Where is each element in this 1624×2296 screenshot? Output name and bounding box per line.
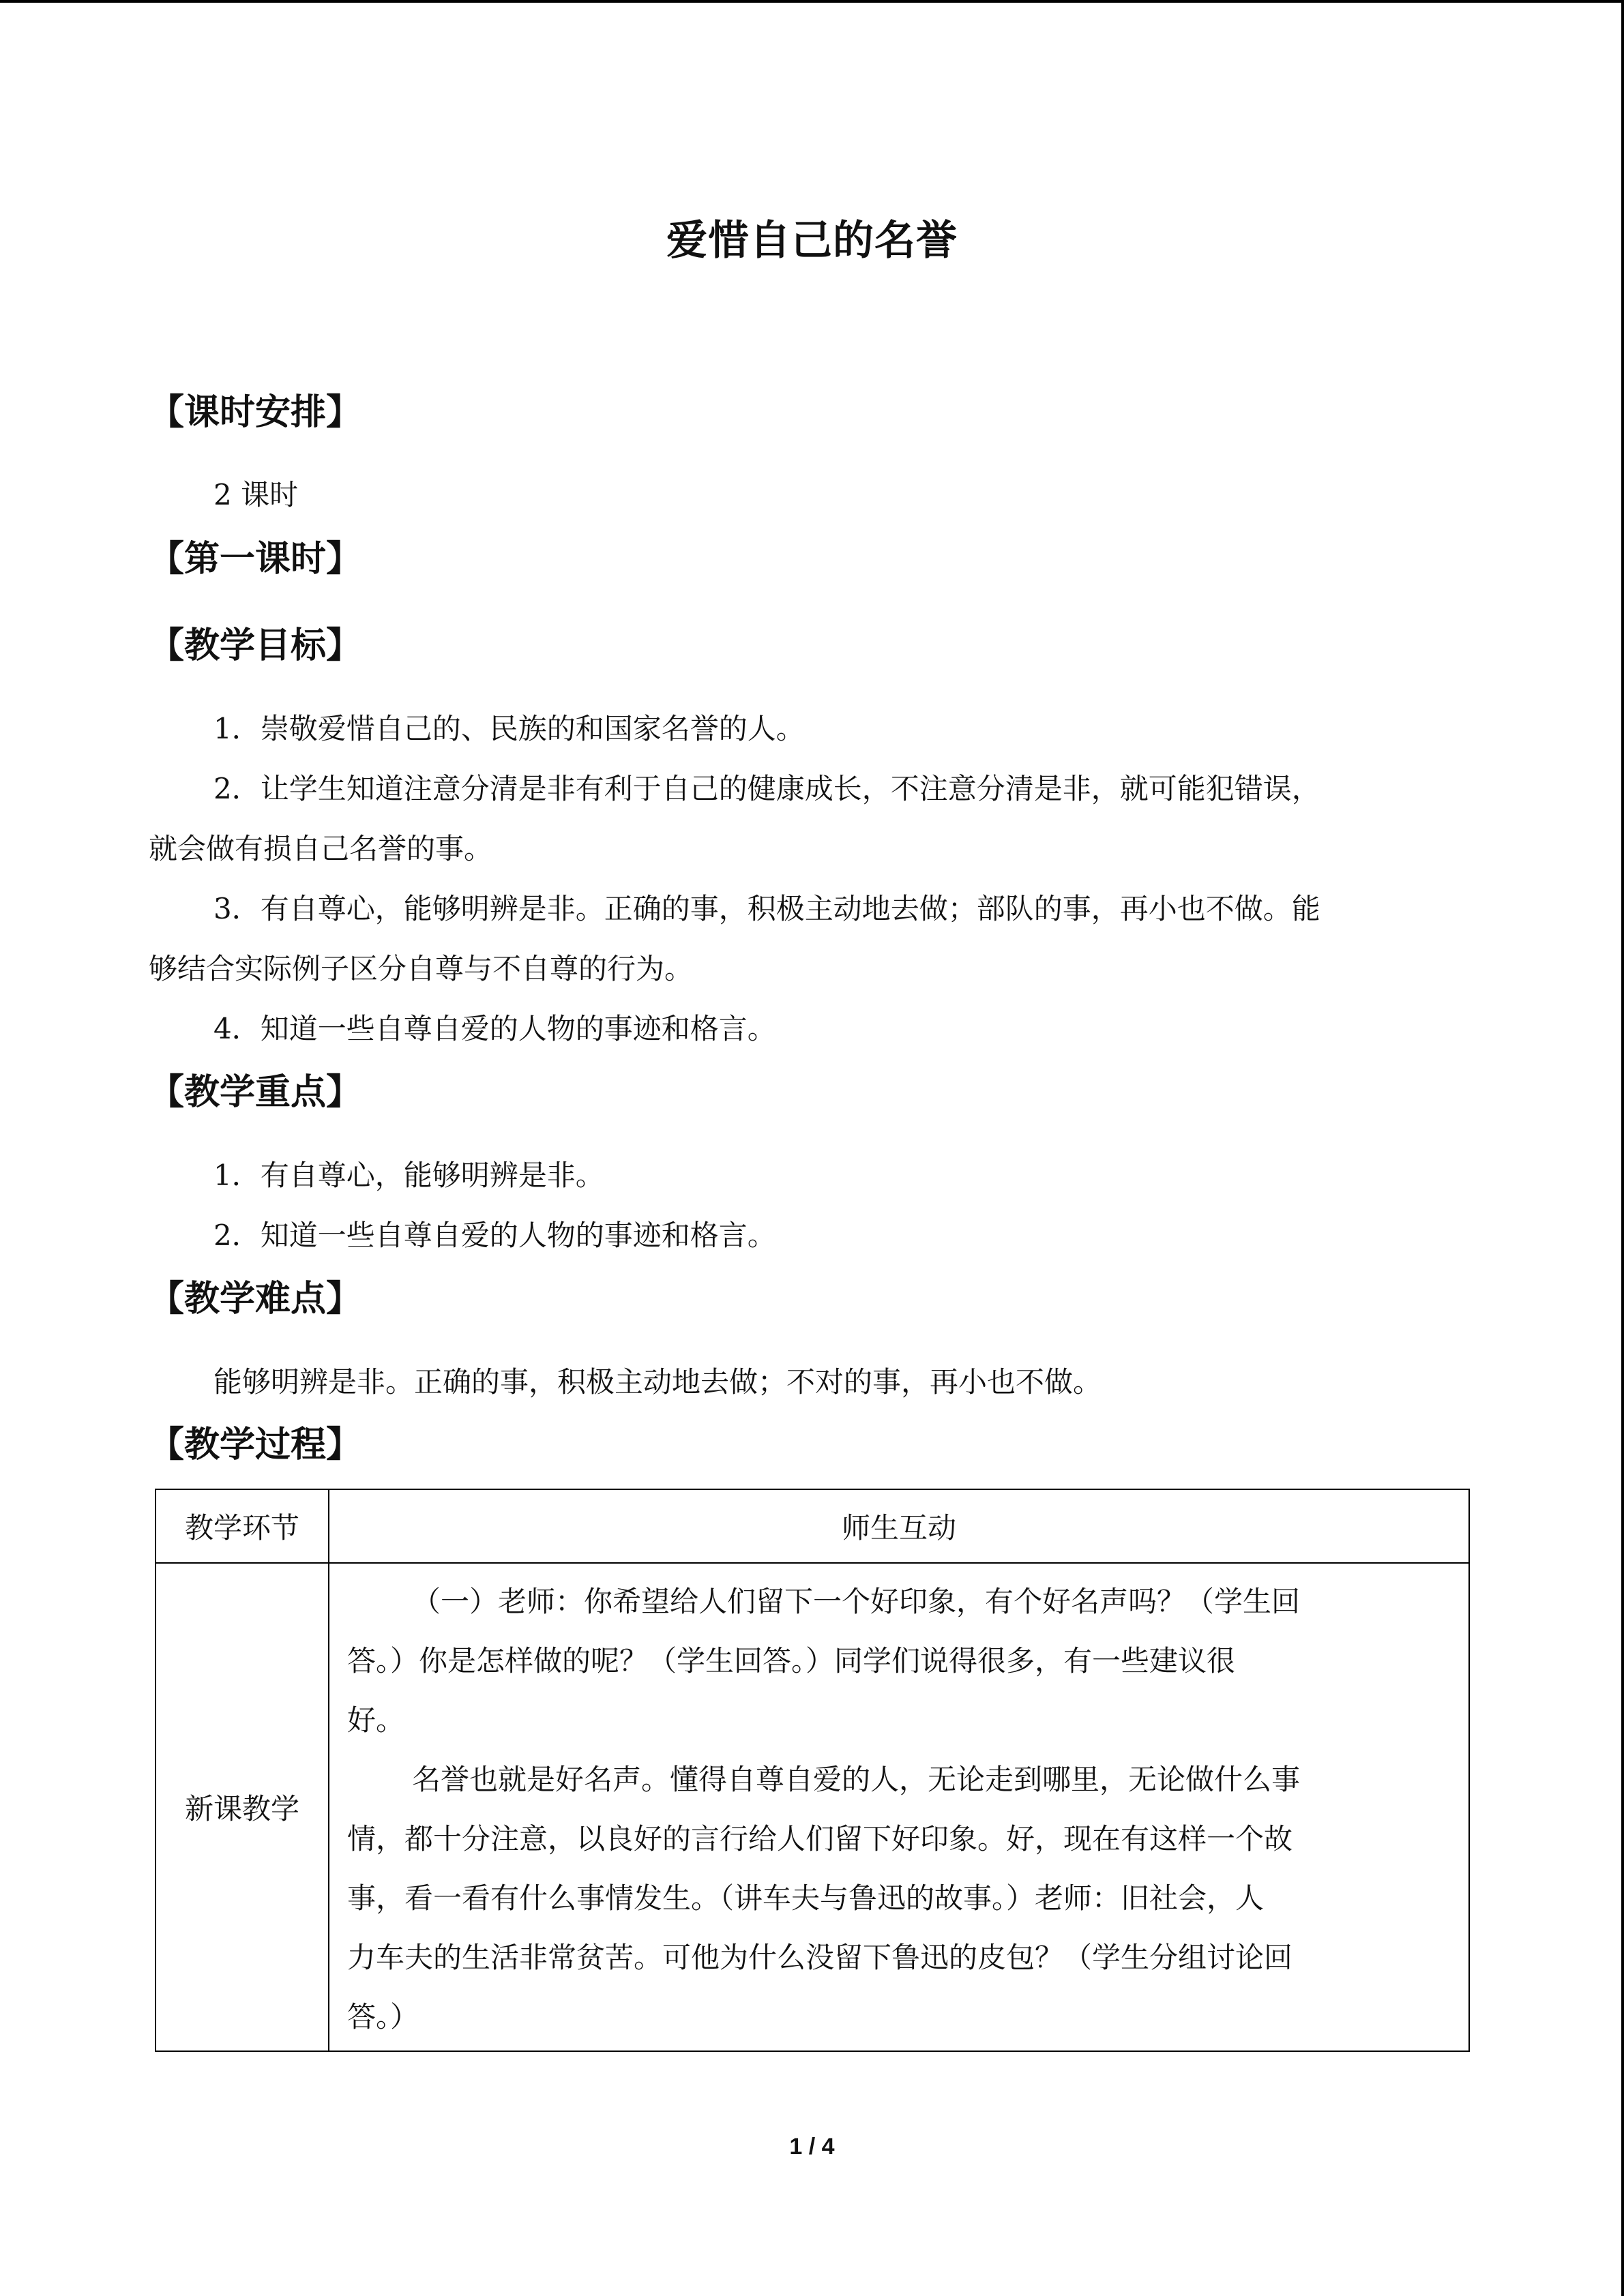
key-point-line: 1．有自尊心，能够明辨是非。 [213, 1159, 604, 1192]
key-point-line: 2．知道一些自尊自爱的人物的事迹和格言。 [213, 1219, 776, 1252]
heading-key-points: 【教学重点】 [149, 1072, 362, 1113]
table-cell-interaction [329, 1563, 1469, 2051]
interaction-line: 事，看一看有什么事情发生。（讲车夫与鲁迅的故事。）老师：旧社会，人 [347, 1881, 1265, 1915]
objective-line: 够结合实际例子区分自尊与不自尊的行为。 [149, 952, 694, 985]
page-number: 1 / 4 [789, 2134, 835, 2160]
interaction-line: 情，都十分注意，以良好的言行给人们留下好印象。好，现在有这样一个故 [347, 1822, 1293, 1855]
interaction-line: 好。 [347, 1703, 405, 1737]
heading-process: 【教学过程】 [149, 1425, 362, 1465]
table-header-row [156, 1489, 1469, 1563]
heading-first-lesson: 【第一课时】 [149, 539, 362, 580]
table-row [156, 1563, 1469, 2051]
objective-line: 1．崇敬爱惜自己的、民族的和国家名誉的人。 [213, 712, 805, 745]
schedule-line: 2 课时 [213, 478, 299, 511]
objective-line: 就会做有损自己名誉的事。 [149, 832, 493, 865]
difficulty-line: 能够明辨是非。正确的事，积极主动地去做；不对的事，再小也不做。 [213, 1365, 1102, 1399]
page-border-top [0, 0, 1624, 3]
interaction-line: 答。）你是怎样做的呢？（学生回答。）同学们说得很多，有一些建议很 [347, 1644, 1236, 1678]
objective-line: 2．让学生知道注意分清是非有利于自己的健康成长，不注意分清是非，就可能犯错误， [213, 772, 1320, 805]
heading-objectives: 【教学目标】 [149, 625, 362, 666]
key-points-text [149, 1152, 1472, 1259]
objective-line: 4．知道一些自尊自爱的人物的事迹和格言。 [213, 1012, 776, 1045]
difficulties-text [149, 1359, 1537, 1405]
page-border-right [1621, 0, 1624, 2296]
process-table [155, 1489, 1470, 2052]
heading-difficulties: 【教学难点】 [149, 1279, 362, 1320]
heading-schedule: 【课时安排】 [149, 392, 362, 433]
schedule-text [149, 472, 1537, 518]
document-title: 爱惜自己的名誉 [666, 217, 958, 265]
interaction-line: 力车夫的生活非常贫苦。可他为什么没留下鲁迅的皮包？（学生分组讨论回 [347, 1941, 1293, 1974]
interaction-line: 名誉也就是好名声。懂得自尊自爱的人，无论走到哪里，无论做什么事 [412, 1763, 1301, 1796]
table-cell-stage: 新课教学 [156, 1563, 329, 2051]
interaction-line: 答。） [347, 2000, 419, 2033]
objectives-text [149, 706, 1472, 1052]
table-header-stage: 教学环节 [156, 1489, 329, 1563]
table-header-interaction: 师生互动 [329, 1489, 1469, 1563]
interaction-line: （一）老师：你希望给人们留下一个好印象，有个好名声吗？（学生回 [412, 1585, 1301, 1618]
objective-line: 3．有自尊心，能够明辨是非。正确的事，积极主动地去做；部队的事，再小也不做。能 [213, 892, 1320, 925]
